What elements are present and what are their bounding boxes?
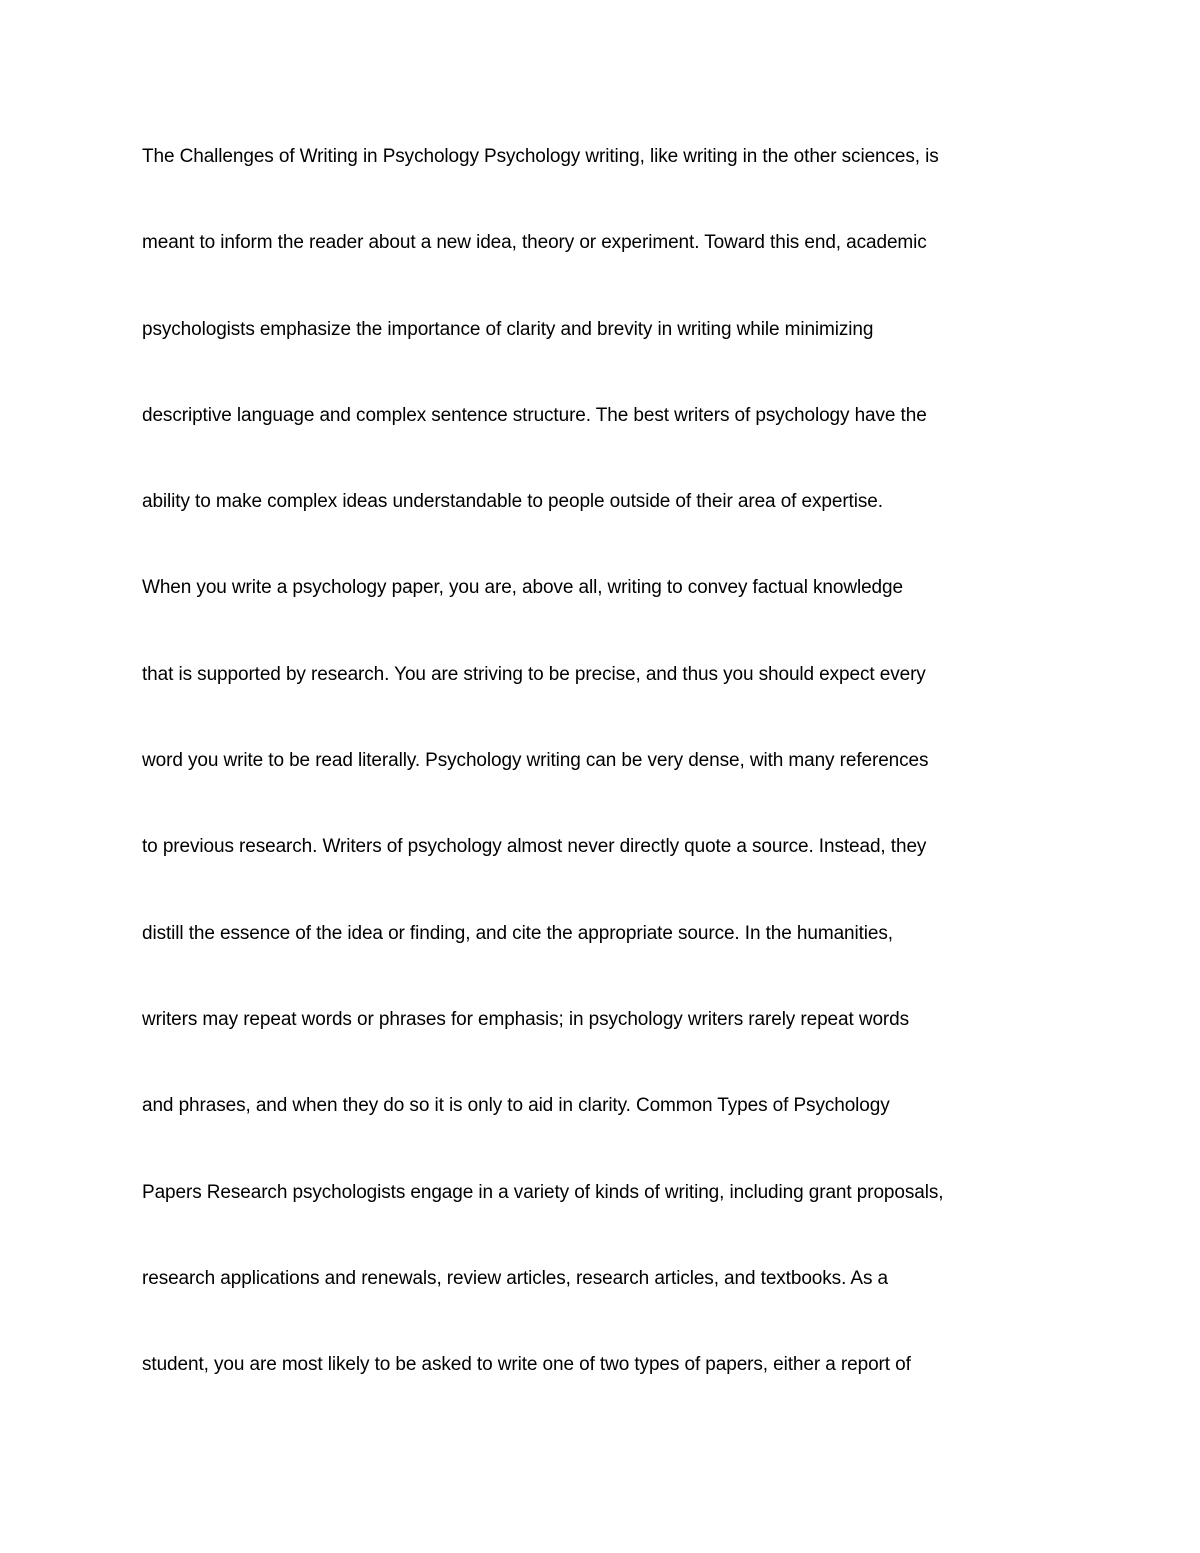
text-line: that is supported by research. You are striving to be precise, and thus you should expect every (142, 663, 926, 685)
text-line: word you write to be read literally. Psychology writing can be very dense, with many references (142, 750, 929, 772)
text-line: and phrases, and when they do so it is only to aid in clarity. Common Types of Psychology (142, 1095, 890, 1117)
text-line: When you write a psychology paper, you are, above all, writing to convey factual knowledge (142, 577, 903, 599)
text-line: student, you are most likely to be asked to write one of two types of papers, either a report of (142, 1354, 911, 1376)
text-line: writers may repeat words or phrases for emphasis; in psychology writers rarely repeat words (142, 1008, 910, 1030)
text-line: research applications and renewals, review articles, research articles, and textbooks. As a (142, 1267, 888, 1289)
text-line: descriptive language and complex sentence structure. The best writers of psychology have the (142, 404, 927, 426)
document-body (142, 140, 943, 1434)
text-line: Papers Research psychologists engage in a variety of kinds of writing, including grant proposals, (142, 1181, 944, 1203)
text-line: distill the essence of the idea or finding, and cite the appropriate source. In the humanities, (142, 922, 893, 944)
text-line: The Challenges of Writing in Psychology Psychology writing, like writing in the other sciences, is (142, 146, 939, 167)
text-line: psychologists emphasize the importance of clarity and brevity in writing while minimizing (142, 318, 874, 340)
text-line: ability to make complex ideas understandable to people outside of their area of expertise. (142, 491, 883, 513)
text-line: to previous research. Writers of psychology almost never directly quote a source. Instead, they (142, 836, 927, 858)
text-line: meant to inform the reader about a new idea, theory or experiment. Toward this end, academic (142, 232, 927, 254)
